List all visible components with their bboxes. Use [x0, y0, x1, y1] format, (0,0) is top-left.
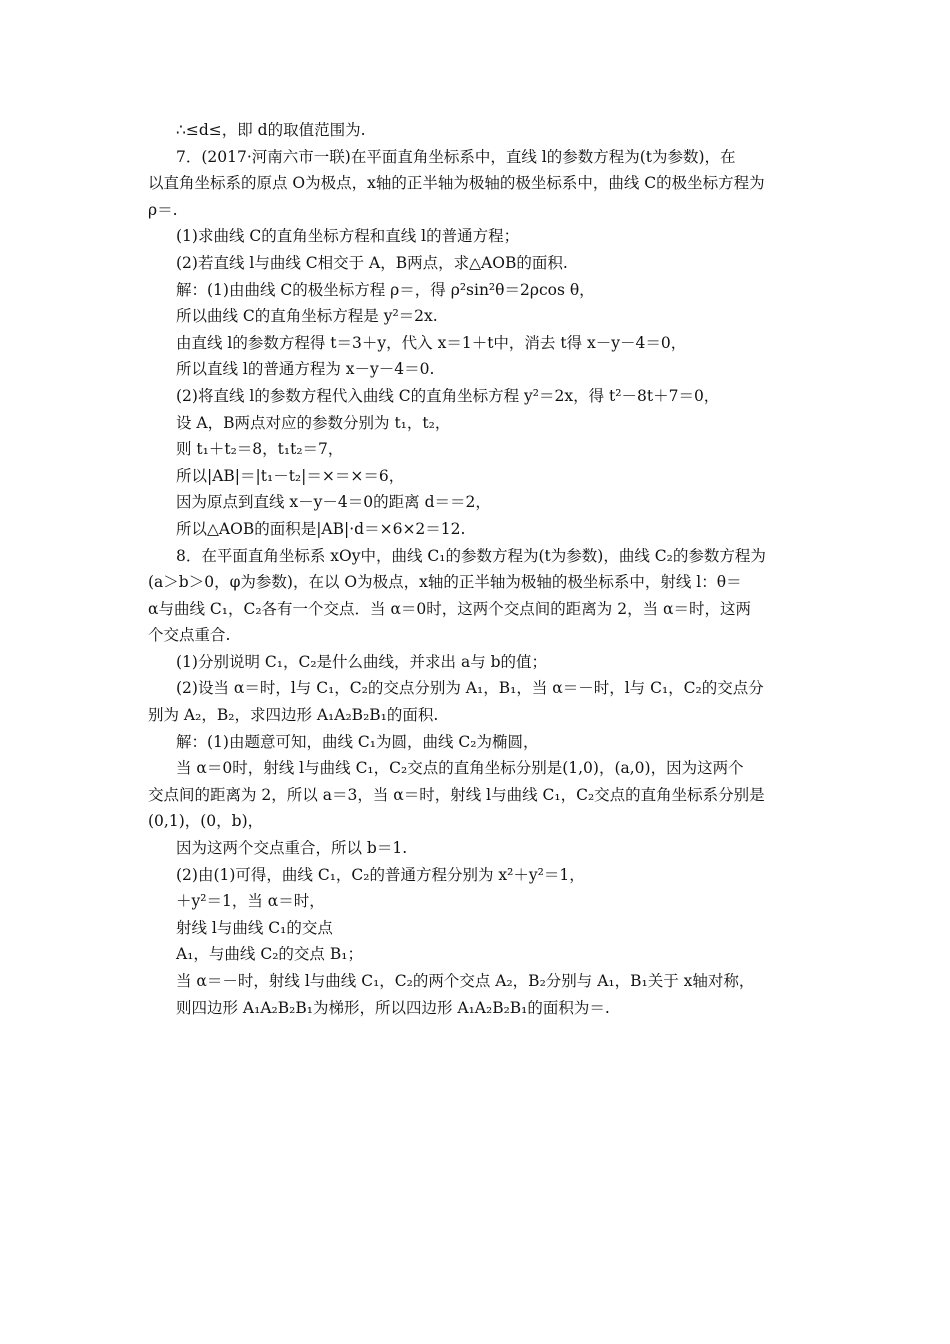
text-line: 交点间的距离为 2，所以 a＝3，当 α＝时，射线 l与曲线 C₁，C₂交点的直角坐标系分别是 [148, 785, 765, 804]
text-line: 因为原点到直线 x－y－4＝0的距离 d＝＝2， [176, 493, 491, 512]
text-line: 所以|AB|＝|t₁－t₂|＝×＝×＝6， [176, 466, 405, 485]
text-line: 则四边形 A₁A₂B₂B₁为梯形，所以四边形 A₁A₂B₂B₁的面积为＝. [176, 998, 610, 1017]
text-line: (2)由(1)可得，曲线 C₁，C₂的普通方程分别为 x²＋y²＝1， [176, 865, 585, 884]
text-line: ∴≤d≤，即 d的取值范围为. [176, 121, 366, 139]
text-line: (1)求曲线 C的直角坐标方程和直线 l的普通方程； [176, 227, 520, 246]
text-line: (a＞b＞0，φ为参数)，在以 O为极点，x轴的正半轴为极轴的极坐标系中，射线 l：θ＝ [148, 573, 742, 592]
text-line: (2)若直线 l与曲线 C相交于 A，B两点，求△AOB的面积. [176, 253, 568, 272]
text-line: 所以直线 l的普通方程为 x－y－4＝0. [176, 360, 435, 379]
text-line: (2)将直线 l的参数方程代入曲线 C的直角坐标方程 y²＝2x，得 t²－8t＋7＝0， [176, 386, 720, 405]
text-line: (2)设当 α＝时，l与 C₁，C₂的交点分别为 A₁，B₁，当 α＝－时，l与 C₁，C₂的交点分 [176, 679, 764, 698]
text-line: 所以曲线 C的直角坐标方程是 y²＝2x. [176, 307, 438, 326]
text-line: 以直角坐标系的原点 O为极点，x轴的正半轴为极轴的极坐标系中，曲线 C的极坐标方程为 [148, 174, 765, 193]
text-line: 解：(1)由曲线 C的极坐标方程 ρ＝，得 ρ²sin²θ＝2ρcos θ， [176, 280, 595, 299]
text-line: 射线 l与曲线 C₁的交点 [176, 918, 333, 937]
text-line: 所以△AOB的面积是|AB|·d＝×6×2＝12. [176, 519, 466, 538]
document-body [148, 117, 818, 1021]
text-line: 个交点重合. [148, 626, 231, 645]
text-line: 由直线 l的参数方程得 t＝3＋y，代入 x＝1＋t中，消去 t得 x－y－4＝0， [176, 333, 687, 352]
text-line: α与曲线 C₁，C₂各有一个交点．当 α＝0时，这两个交点间的距离为 2，当 α＝时，这两 [148, 599, 751, 618]
text-line: 别为 A₂，B₂，求四边形 A₁A₂B₂B₁的面积. [148, 706, 439, 725]
text-line: ρ＝. [148, 200, 178, 219]
text-line: 设 A，B两点对应的参数分别为 t₁，t₂， [176, 413, 451, 432]
text-line: 则 t₁＋t₂＝8，t₁t₂＝7， [176, 440, 344, 459]
text-line: (0,1)，(0，b)， [148, 812, 264, 831]
text-line: ＋y²＝1，当 α＝时， [176, 892, 325, 911]
text-line: 7．(2017·河南六市一联)在平面直角坐标系中，直线 l的参数方程为(t为参数)，在 [176, 147, 736, 166]
text-line: 8．在平面直角坐标系 xOy中，曲线 C₁的参数方程为(t为参数)，曲线 C₂的参数方程为 [176, 546, 766, 565]
text-line: (1)分别说明 C₁，C₂是什么曲线，并求出 a与 b的值； [176, 652, 548, 671]
text-line: A₁，与曲线 C₂的交点 B₁； [176, 945, 363, 964]
text-line: 解：(1)由题意可知，曲线 C₁为圆，曲线 C₂为椭圆， [176, 732, 539, 751]
text-line: 当 α＝－时，射线 l与曲线 C₁，C₂的两个交点 A₂，B₂分别与 A₁，B₁关于 x轴对称， [176, 972, 755, 990]
text-line: 因为这两个交点重合，所以 b＝1. [176, 839, 408, 858]
text-line: 当 α＝0时，射线 l与曲线 C₁，C₂交点的直角坐标分别是(1,0)，(a,0)，因为这两个 [176, 759, 744, 778]
